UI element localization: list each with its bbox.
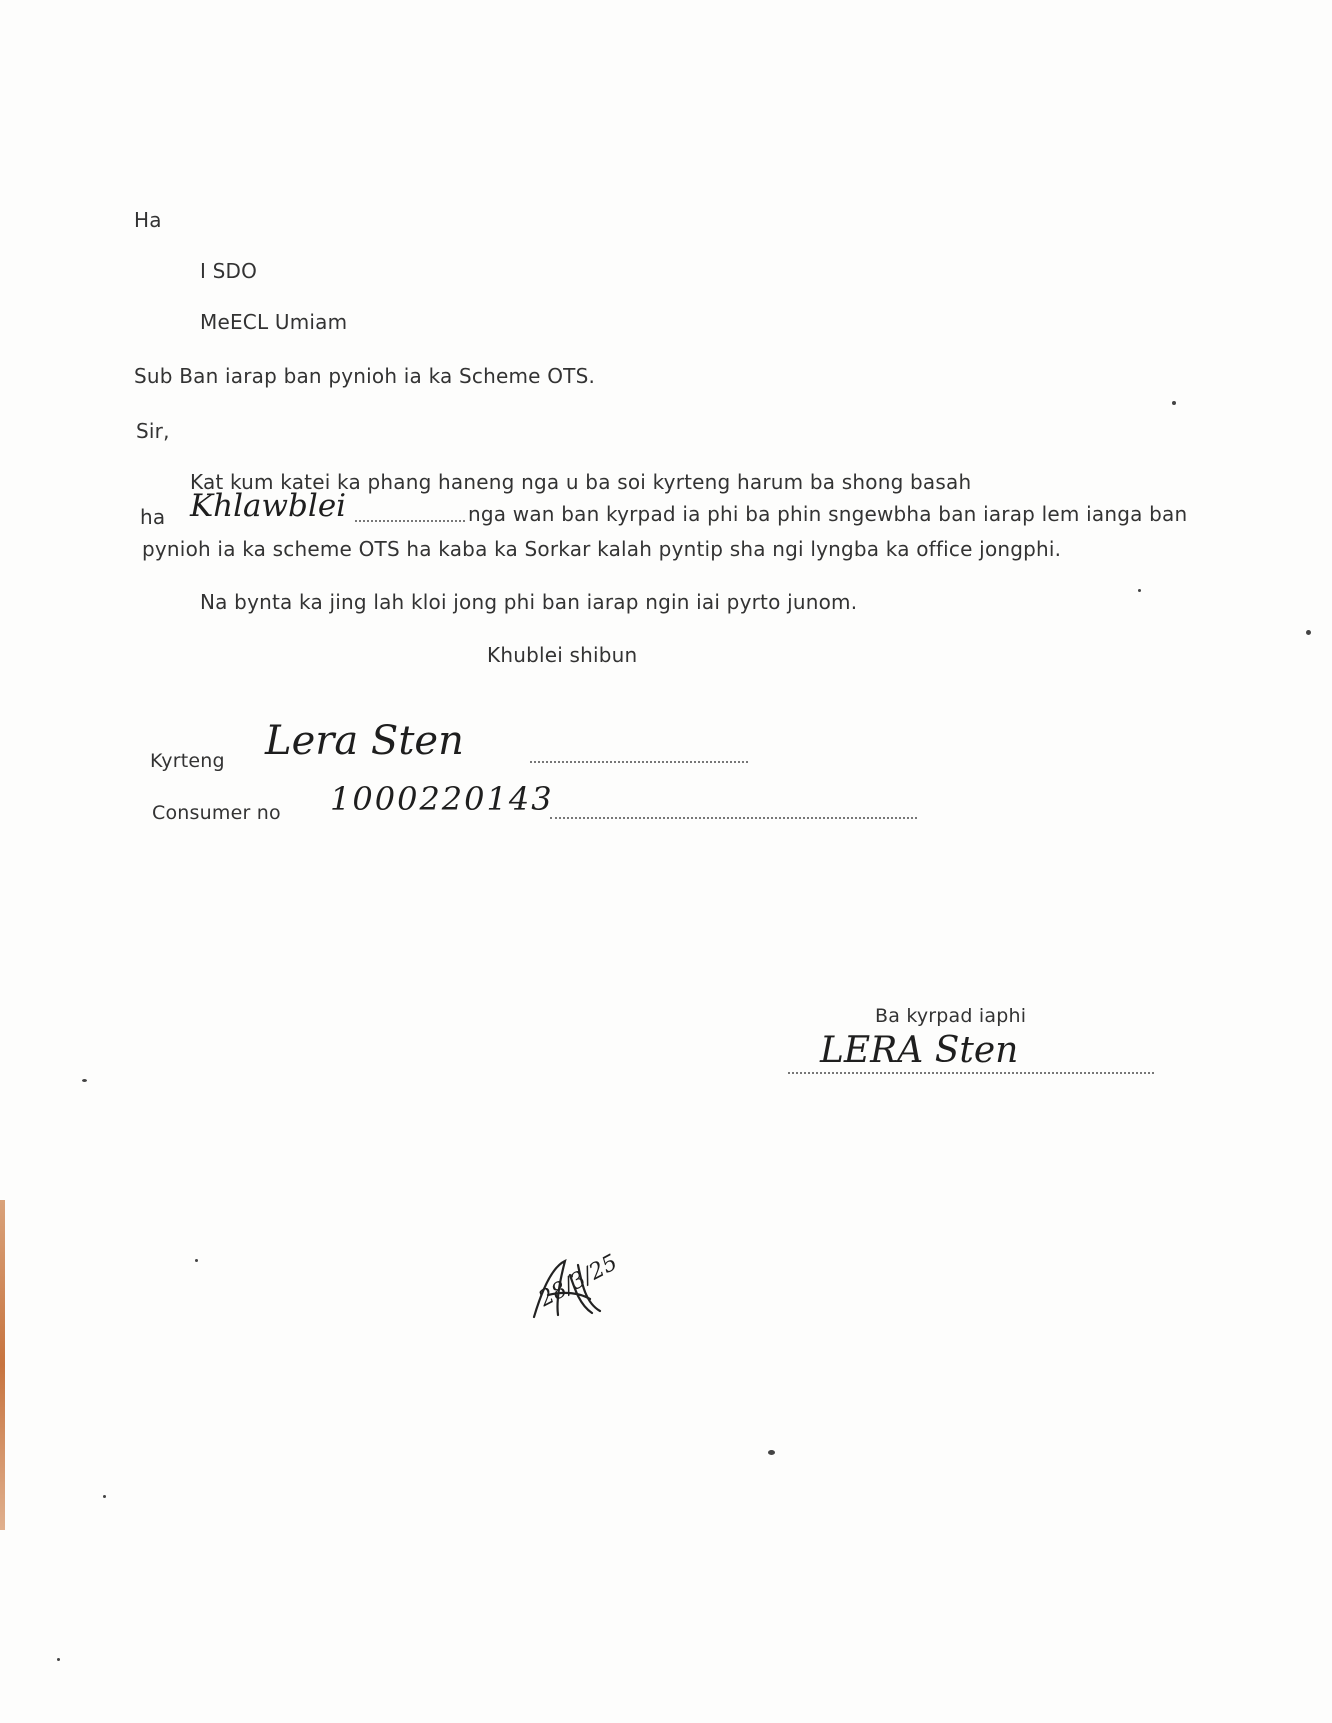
signature-label: Ba kyrpad iaphi bbox=[875, 1005, 1027, 1027]
village-handwritten: Khlawblei bbox=[190, 488, 347, 524]
speck bbox=[103, 1495, 106, 1498]
subject-line: Sub Ban iarap ban pynioh ia ka Scheme OTS. bbox=[134, 364, 596, 388]
salutation-to: Ha bbox=[134, 208, 162, 232]
greeting: Sir, bbox=[136, 419, 170, 443]
body-line-3: pynioh ia ka scheme OTS ha kaba ka Sorkar kalah pyntip sha ngi lyngba ka office jongphi. bbox=[142, 537, 1062, 561]
speck bbox=[1306, 630, 1311, 635]
initials-date: 28/3/25 bbox=[535, 1250, 622, 1313]
recipient-org: MeECL Umiam bbox=[200, 310, 348, 334]
consumer-label: Consumer no bbox=[152, 802, 281, 824]
body-line-1: Kat kum katei ka phang haneng nga u ba soi kyrteng harum ba shong basah bbox=[190, 470, 972, 494]
name-dotted-line bbox=[530, 761, 748, 763]
consumer-value: 1000220143 bbox=[330, 780, 554, 818]
closing: Khublei shibun bbox=[487, 643, 638, 667]
speck bbox=[195, 1259, 198, 1262]
body-line-2-suffix: nga wan ban kyrpad ia phi ba phin sngewbha ban iarap lem ianga ban bbox=[468, 502, 1188, 526]
village-dotted-line bbox=[355, 520, 465, 522]
speck bbox=[82, 1079, 87, 1082]
speck bbox=[1172, 401, 1176, 405]
body-line-2-prefix: ha bbox=[140, 505, 166, 529]
speck bbox=[57, 1658, 60, 1661]
name-value: Lera Sten bbox=[265, 718, 464, 764]
signed-name: LERA Sten bbox=[820, 1030, 1019, 1071]
scan-edge bbox=[0, 1200, 5, 1530]
signature-dotted-line bbox=[788, 1072, 1154, 1074]
consumer-dotted-line bbox=[550, 817, 917, 819]
recipient-title: I SDO bbox=[200, 259, 258, 283]
body-line-4: Na bynta ka jing lah kloi jong phi ban iarap ngin iai pyrto junom. bbox=[200, 590, 858, 614]
speck bbox=[768, 1450, 775, 1455]
name-label: Kyrteng bbox=[150, 750, 225, 772]
speck bbox=[1138, 589, 1141, 592]
